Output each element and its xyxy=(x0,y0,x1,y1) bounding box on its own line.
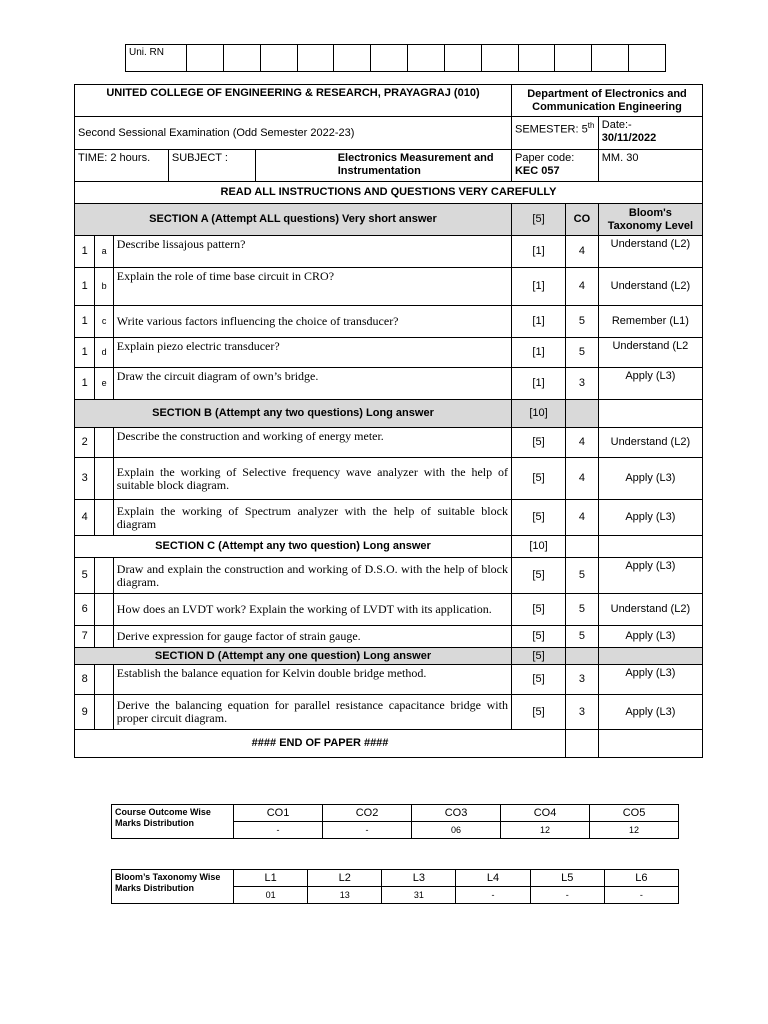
question-row: 1 a Describe lissajous pattern? [1] 4 Understand (L2) xyxy=(75,236,703,268)
question-row: 7 Derive expression for gauge factor of strain gauge. [5] 5 Apply (L3) xyxy=(75,626,703,648)
level-header: L3 xyxy=(382,870,456,887)
question-text: Describe lissajous pattern? xyxy=(113,236,511,268)
roll-box[interactable] xyxy=(187,45,224,72)
roll-box[interactable] xyxy=(297,45,334,72)
question-text: Explain piezo electric transducer? xyxy=(113,338,511,368)
question-row: 5 Draw and explain the construction and working of D.S.O. with the help of block diagram. [5] 5 Apply (L3) xyxy=(75,558,703,594)
instructions: READ ALL INSTRUCTIONS AND QUESTIONS VERY CAREFULLY xyxy=(75,182,703,204)
level-header: L6 xyxy=(604,870,678,887)
question-text: Draw and explain the construction and working of D.S.O. with the help of block diagram. xyxy=(113,558,511,594)
section-d-header: SECTION D (Attempt any one question) Long answer [5] xyxy=(75,648,703,665)
roll-box[interactable] xyxy=(481,45,518,72)
roll-number-label: Uni. RN xyxy=(126,45,187,72)
question-row: 3 Explain the working of Selective frequency wave analyzer with the help of suitable block diagram. [5] 4 Apply (L3) xyxy=(75,458,703,500)
roll-box[interactable] xyxy=(408,45,445,72)
question-text: Derive the balancing equation for parallel resistance capacitance bridge with proper circuit diagram. xyxy=(113,695,511,730)
level-value: - xyxy=(530,887,604,904)
level-value: 01 xyxy=(234,887,308,904)
subject-name: Electronics Measurement and Instrumentation xyxy=(255,150,511,182)
question-text: Explain the working of Spectrum analyzer with the help of suitable block diagram xyxy=(113,500,511,536)
co-header: CO3 xyxy=(412,805,501,822)
question-row: 9 Derive the balancing equation for parallel resistance capacitance bridge with proper circuit diagram. [5] 3 Apply (L3) xyxy=(75,695,703,730)
co-marks-distribution xyxy=(111,804,679,839)
question-row: 4 Explain the working of Spectrum analyzer with the help of suitable block diagram [5] 4 Apply (L3) xyxy=(75,500,703,536)
roll-box[interactable] xyxy=(260,45,297,72)
blooms-marks-distribution xyxy=(111,869,679,904)
question-row: 2 Describe the construction and working of energy meter. [5] 4 Understand (L2) xyxy=(75,428,703,458)
roll-box[interactable] xyxy=(334,45,371,72)
co-header: CO2 xyxy=(323,805,412,822)
level-header: L2 xyxy=(308,870,382,887)
subject-label: SUBJECT : xyxy=(168,150,255,182)
roll-number-row xyxy=(126,45,666,72)
roll-box[interactable] xyxy=(592,45,629,72)
co-header: CO5 xyxy=(590,805,679,822)
college-name: UNITED COLLEGE OF ENGINEERING & RESEARCH, PRAYAGRAJ (010) xyxy=(75,85,512,117)
roll-number-boxes xyxy=(125,44,666,72)
end-of-paper-row xyxy=(75,730,703,758)
exam-title: Second Sessional Examination (Odd Semester 2022-23) xyxy=(75,117,512,150)
co-header: CO4 xyxy=(501,805,590,822)
department-name: Department of Electronics and Communication Engineering xyxy=(511,85,702,117)
level-value: - xyxy=(604,887,678,904)
max-marks: MM. 30 xyxy=(598,150,702,182)
question-text: Explain the role of time base circuit in CRO? xyxy=(113,268,511,306)
question-row: 1 b Explain the role of time base circuit in CRO? [1] 4 Understand (L2) xyxy=(75,268,703,306)
exam-date: Date:- 30/11/2022 xyxy=(598,117,702,150)
co-value: 12 xyxy=(590,822,679,839)
roll-box[interactable] xyxy=(223,45,260,72)
question-row: 1 d Explain piezo electric transducer? [1] 5 Understand (L2 xyxy=(75,338,703,368)
level-header: L5 xyxy=(530,870,604,887)
section-b-header: SECTION B (Attempt any two questions) Long answer [10] xyxy=(75,400,703,428)
level-header: L1 xyxy=(234,870,308,887)
section-c-header: SECTION C (Attempt any two question) Long answer [10] xyxy=(75,536,703,558)
section-a-header: SECTION A (Attempt ALL questions) Very short answer [5] CO Bloom's Taxonomy Level xyxy=(75,204,703,236)
co-value: - xyxy=(234,822,323,839)
question-text: Explain the working of Selective frequency wave analyzer with the help of suitable block diagram. xyxy=(113,458,511,500)
co-value: 06 xyxy=(412,822,501,839)
blooms-distribution-label: Bloom’s Taxonomy Wise Marks Distribution xyxy=(112,870,234,904)
co-distribution-label: Course Outcome Wise Marks Distribution xyxy=(112,805,234,839)
question-row: 1 e Draw the circuit diagram of own’s bridge. [1] 3 Apply (L3) xyxy=(75,368,703,400)
question-paper-table xyxy=(74,84,703,758)
level-value: 31 xyxy=(382,887,456,904)
question-text: Derive expression for gauge factor of strain gauge. xyxy=(113,626,511,648)
roll-box[interactable] xyxy=(629,45,666,72)
question-text: Write various factors influencing the choice of transducer? xyxy=(113,306,511,338)
level-value: 13 xyxy=(308,887,382,904)
roll-box[interactable] xyxy=(518,45,555,72)
co-value: - xyxy=(323,822,412,839)
semester: SEMESTER: 5th xyxy=(511,117,598,150)
question-text: Draw the circuit diagram of own’s bridge. xyxy=(113,368,511,400)
level-header: L4 xyxy=(456,870,530,887)
level-value: - xyxy=(456,887,530,904)
exam-time: TIME: 2 hours. xyxy=(75,150,169,182)
roll-box[interactable] xyxy=(371,45,408,72)
question-row: 1 c Write various factors influencing the choice of transducer? [1] 5 Remember (L1) xyxy=(75,306,703,338)
co-value: 12 xyxy=(501,822,590,839)
question-row: 8 Establish the balance equation for Kelvin double bridge method. [5] 3 Apply (L3) xyxy=(75,665,703,695)
paper-code: Paper code: KEC 057 xyxy=(511,150,598,182)
question-row: 6 How does an LVDT work? Explain the working of LVDT with its application. [5] 5 Understand (L2) xyxy=(75,594,703,626)
question-text: Describe the construction and working of energy meter. xyxy=(113,428,511,458)
question-text: How does an LVDT work? Explain the working of LVDT with its application. xyxy=(113,594,511,626)
question-text: Establish the balance equation for Kelvin double bridge method. xyxy=(113,665,511,695)
roll-box[interactable] xyxy=(444,45,481,72)
co-header: CO1 xyxy=(234,805,323,822)
roll-box[interactable] xyxy=(555,45,592,72)
end-of-paper: #### END OF PAPER #### xyxy=(75,730,566,758)
